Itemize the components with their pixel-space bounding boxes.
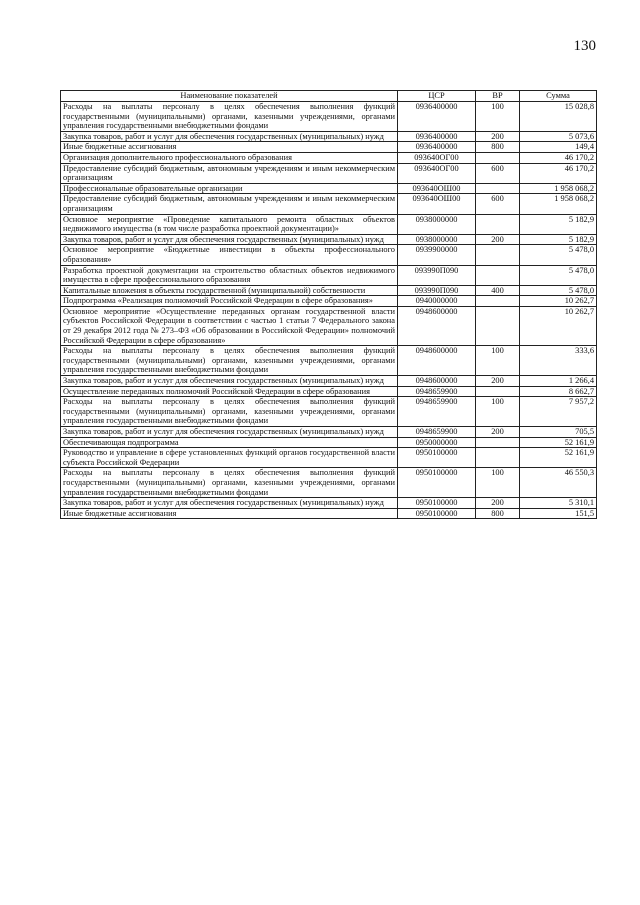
cell-sum: 5 182,9 — [520, 214, 597, 234]
cell-vr: 100 — [476, 346, 520, 376]
table-row — [61, 142, 597, 153]
page-number: 130 — [573, 38, 596, 54]
table-row — [61, 245, 597, 265]
cell-vr: 600 — [476, 194, 520, 214]
cell-vr: 100 — [476, 468, 520, 498]
cell-csr: 093990П090 — [398, 285, 476, 296]
cell-vr — [476, 245, 520, 265]
cell-name: Закупка товаров, работ и услуг для обеспечения государственных (муниципальных) нужд — [61, 498, 398, 509]
header-name: Наименование показателей — [61, 91, 398, 102]
cell-csr: 0948600000 — [398, 346, 476, 376]
cell-vr — [476, 265, 520, 285]
cell-vr — [476, 437, 520, 448]
cell-csr: 0940000000 — [398, 296, 476, 307]
cell-name: Подпрограмма «Реализация полномочий Российской Федерации в сфере образования» — [61, 296, 398, 307]
cell-csr: 0948659900 — [398, 397, 476, 427]
cell-sum: 1 958 068,2 — [520, 194, 597, 214]
cell-sum: 8 662,7 — [520, 386, 597, 397]
cell-name: Расходы на выплаты персоналу в целях обеспечения выполнения функций государственными (муниципальными) органами, казенными учреждениями, органами управления государственными внебюджетными фондами — [61, 468, 398, 498]
cell-name: Капитальные вложения в объекты государственной (муниципальной) собственности — [61, 285, 398, 296]
cell-name: Закупка товаров, работ и услуг для обеспечения государственных (муниципальных) нужд — [61, 131, 398, 142]
cell-name: Основное мероприятие «Проведение капитального ремонта областных объектов недвижимого имущества (в том числе разработка проектной документации)» — [61, 214, 398, 234]
cell-name: Расходы на выплаты персоналу в целях обеспечения выполнения функций государственными (муниципальными) органами, казенными учреждениями, органами управления государственными внебюджетными фондами — [61, 346, 398, 376]
table-row — [61, 437, 597, 448]
cell-vr: 200 — [476, 131, 520, 142]
cell-sum: 5 478,0 — [520, 265, 597, 285]
header-vr: ВР — [476, 91, 520, 102]
cell-csr: 0936400000 — [398, 102, 476, 132]
cell-vr: 200 — [476, 376, 520, 387]
cell-csr: 0950100000 — [398, 508, 476, 519]
table-row — [61, 183, 597, 194]
cell-vr: 200 — [476, 427, 520, 438]
cell-name: Закупка товаров, работ и услуг для обеспечения государственных (муниципальных) нужд — [61, 376, 398, 387]
table-row — [61, 508, 597, 519]
cell-sum: 1 266,4 — [520, 376, 597, 387]
cell-vr: 100 — [476, 102, 520, 132]
table-row — [61, 386, 597, 397]
cell-sum: 46 170,2 — [520, 163, 597, 183]
cell-name: Иные бюджетные ассигнования — [61, 142, 398, 153]
cell-csr: 0948659900 — [398, 386, 476, 397]
cell-name: Предоставление субсидий бюджетным, автономным учреждениям и иным некоммерческим организациям — [61, 163, 398, 183]
cell-sum: 52 161,9 — [520, 437, 597, 448]
budget-table — [60, 90, 597, 519]
table-row — [61, 131, 597, 142]
cell-name: Обеспечивающая подпрограмма — [61, 437, 398, 448]
table-row — [61, 346, 597, 376]
cell-csr: 0950000000 — [398, 437, 476, 448]
cell-vr: 800 — [476, 142, 520, 153]
cell-sum: 46 170,2 — [520, 152, 597, 163]
cell-csr: 0950100000 — [398, 498, 476, 509]
cell-name: Руководство и управление в сфере установленных функций органов государственной власти субъекта Российской Федерации — [61, 448, 398, 468]
cell-csr: 0950100000 — [398, 448, 476, 468]
cell-csr: 093640ОГ00 — [398, 152, 476, 163]
cell-name: Расходы на выплаты персоналу в целях обеспечения выполнения функций государственными (муниципальными) органами, казенными учреждениями, органами управления государственными внебюджетными фондами — [61, 397, 398, 427]
cell-vr — [476, 152, 520, 163]
cell-vr: 100 — [476, 397, 520, 427]
cell-sum: 10 262,7 — [520, 306, 597, 345]
table-row — [61, 397, 597, 427]
table-row — [61, 468, 597, 498]
cell-name: Закупка товаров, работ и услуг для обеспечения государственных (муниципальных) нужд — [61, 427, 398, 438]
table-row — [61, 296, 597, 307]
cell-name: Профессиональные образовательные организации — [61, 183, 398, 194]
table-row — [61, 152, 597, 163]
cell-csr: 0938000000 — [398, 214, 476, 234]
cell-sum: 151,5 — [520, 508, 597, 519]
cell-sum: 7 957,2 — [520, 397, 597, 427]
cell-sum: 52 161,9 — [520, 448, 597, 468]
table-row — [61, 376, 597, 387]
cell-name: Основное мероприятие «Осуществление переданных органам государственной власти субъектов Российской Федерации в соответствии с частью 1 статьи 7 Федерального закона от 29 декабря 2012 года № 273–ФЗ «Об образовании в Российской Федерации» полномочий Российской Федерации в сфере образования» — [61, 306, 398, 345]
cell-csr: 0948600000 — [398, 306, 476, 345]
table-row — [61, 163, 597, 183]
cell-sum: 5 073,6 — [520, 131, 597, 142]
table-header-row — [61, 91, 597, 102]
table-body — [61, 102, 597, 519]
cell-sum: 5 182,9 — [520, 234, 597, 245]
cell-csr: 093640ОШ00 — [398, 183, 476, 194]
cell-vr — [476, 183, 520, 194]
cell-name: Иные бюджетные ассигнования — [61, 508, 398, 519]
table-row — [61, 285, 597, 296]
cell-vr — [476, 306, 520, 345]
table-row — [61, 234, 597, 245]
table-row — [61, 102, 597, 132]
table-row — [61, 265, 597, 285]
cell-sum: 15 028,8 — [520, 102, 597, 132]
header-csr: ЦСР — [398, 91, 476, 102]
cell-sum: 705,5 — [520, 427, 597, 438]
table-row — [61, 194, 597, 214]
table-row — [61, 214, 597, 234]
cell-name: Закупка товаров, работ и услуг для обеспечения государственных (муниципальных) нужд — [61, 234, 398, 245]
cell-vr: 800 — [476, 508, 520, 519]
cell-vr: 200 — [476, 498, 520, 509]
cell-csr: 0939900000 — [398, 245, 476, 265]
cell-vr — [476, 448, 520, 468]
cell-vr — [476, 386, 520, 397]
cell-vr: 400 — [476, 285, 520, 296]
cell-vr — [476, 214, 520, 234]
cell-csr: 0936400000 — [398, 142, 476, 153]
cell-sum: 46 550,3 — [520, 468, 597, 498]
cell-csr: 093640ОГ00 — [398, 163, 476, 183]
cell-name: Основное мероприятие «Бюджетные инвестиции в объекты профессионального образования» — [61, 245, 398, 265]
table-row — [61, 448, 597, 468]
cell-sum: 5 310,1 — [520, 498, 597, 509]
cell-name: Разработка проектной документации на строительство областных объектов недвижимого имущества в сфере профессионального образования — [61, 265, 398, 285]
table-row — [61, 427, 597, 438]
cell-sum: 10 262,7 — [520, 296, 597, 307]
cell-sum: 5 478,0 — [520, 245, 597, 265]
cell-csr: 0950100000 — [398, 468, 476, 498]
table-row — [61, 306, 597, 345]
cell-vr — [476, 296, 520, 307]
cell-sum: 149,4 — [520, 142, 597, 153]
header-sum: Сумма — [520, 91, 597, 102]
cell-name: Расходы на выплаты персоналу в целях обеспечения выполнения функций государственными (муниципальными) органами, казенными учреждениями, органами управления государственными внебюджетными фондами — [61, 102, 398, 132]
table-row — [61, 498, 597, 509]
cell-name: Организация дополнительного профессионального образования — [61, 152, 398, 163]
cell-csr: 093640ОШ00 — [398, 194, 476, 214]
cell-vr: 200 — [476, 234, 520, 245]
cell-csr: 093990П090 — [398, 265, 476, 285]
cell-name: Осуществление переданных полномочий Российской Федерации в сфере образования — [61, 386, 398, 397]
cell-sum: 1 958 068,2 — [520, 183, 597, 194]
cell-csr: 0936400000 — [398, 131, 476, 142]
cell-sum: 333,6 — [520, 346, 597, 376]
cell-vr: 600 — [476, 163, 520, 183]
cell-name: Предоставление субсидий бюджетным, автономным учреждениям и иным некоммерческим организациям — [61, 194, 398, 214]
cell-sum: 5 478,0 — [520, 285, 597, 296]
cell-csr: 0938000000 — [398, 234, 476, 245]
cell-csr: 0948600000 — [398, 376, 476, 387]
cell-csr: 0948659900 — [398, 427, 476, 438]
